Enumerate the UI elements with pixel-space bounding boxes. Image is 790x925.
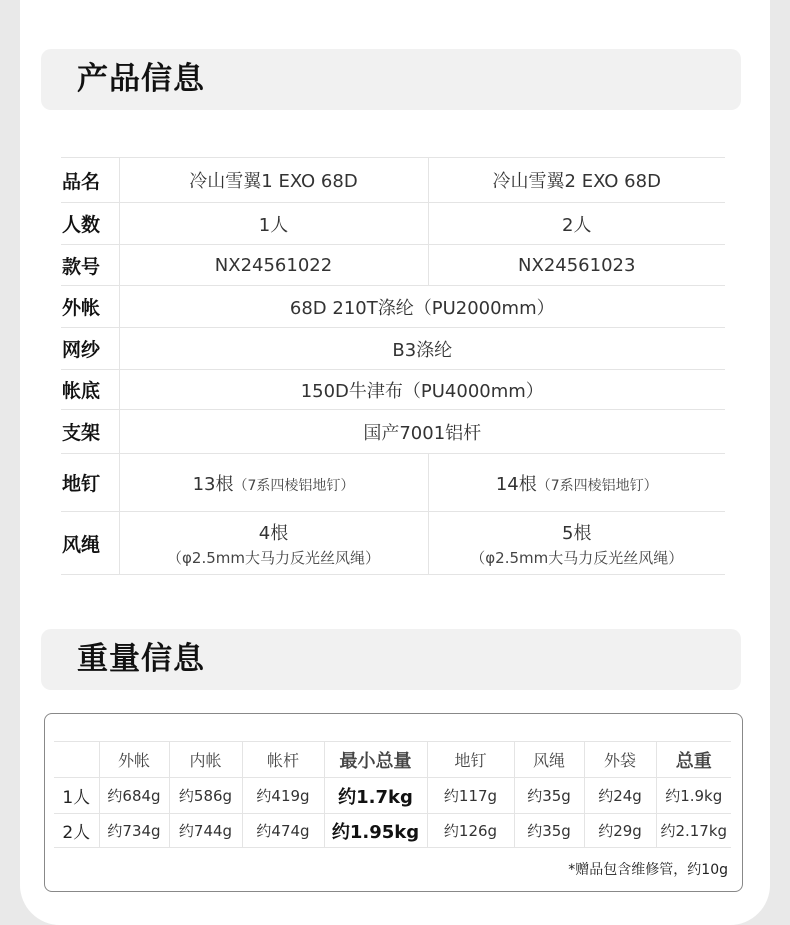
weight-cell: 约419g <box>242 778 324 814</box>
spec-row-guylines <box>61 512 725 575</box>
weight-cell: 约1.7kg <box>324 778 427 814</box>
spec-value: 68D 210T涤纶（PU2000mm） <box>119 286 725 328</box>
spec-label: 帐底 <box>61 370 119 410</box>
spec-value: 冷山雪翼1 EXO 68D <box>119 158 428 203</box>
weight-row <box>54 814 731 848</box>
weight-cell: 约35g <box>514 814 584 848</box>
weight-header-cell: 地钉 <box>427 742 514 778</box>
guyline-note: （φ2.5mm大马力反光丝风绳） <box>167 548 380 567</box>
weight-cell: 约586g <box>169 778 242 814</box>
spec-value: NX24561023 <box>428 245 725 286</box>
weight-box <box>44 713 743 892</box>
spec-row-fly <box>61 286 725 328</box>
spec-row-stakes <box>61 454 725 512</box>
guyline-note: （φ2.5mm大马力反光丝风绳） <box>470 548 684 567</box>
spec-value: 150D牛津布（PU4000mm） <box>119 370 725 410</box>
weight-cell: 约2.17kg <box>656 814 731 848</box>
spec-label: 款号 <box>61 245 119 286</box>
stake-note: （7系四棱铝地钉） <box>536 477 658 494</box>
weight-cell: 约734g <box>99 814 169 848</box>
weight-cell: 约126g <box>427 814 514 848</box>
spec-label: 地钉 <box>61 454 119 512</box>
weight-header-cell: 风绳 <box>514 742 584 778</box>
weight-cell: 约684g <box>99 778 169 814</box>
spec-label: 网纱 <box>61 328 119 370</box>
spec-value: 2人 <box>428 203 725 245</box>
weight-cell: 约117g <box>427 778 514 814</box>
weight-header-row <box>54 742 731 778</box>
weight-row-label: 1人 <box>54 778 99 814</box>
weight-header-cell: 帐杆 <box>242 742 324 778</box>
spec-label: 外帐 <box>61 286 119 328</box>
spec-label: 支架 <box>61 410 119 454</box>
weight-header-cell <box>54 742 99 778</box>
guyline-count: 5根 <box>562 522 592 544</box>
weight-header-cell: 外袋 <box>584 742 656 778</box>
product-info-header <box>41 49 741 110</box>
spec-value: 1人 <box>119 203 428 245</box>
spec-row-model <box>61 245 725 286</box>
weight-cell: 约24g <box>584 778 656 814</box>
weight-cell: 约29g <box>584 814 656 848</box>
spec-value: B3涤纶 <box>119 328 725 370</box>
weight-row <box>54 778 731 814</box>
weight-cell: 约35g <box>514 778 584 814</box>
spec-row-name <box>61 158 725 203</box>
spec-value <box>119 512 428 575</box>
spec-label: 人数 <box>61 203 119 245</box>
spec-row-frame <box>61 410 725 454</box>
weight-header-cell: 总重 <box>656 742 731 778</box>
spec-label: 风绳 <box>61 512 119 575</box>
product-info-title: 产品信息 <box>77 61 205 97</box>
stake-count: 13根 <box>192 473 234 495</box>
weight-cell: 约1.95kg <box>324 814 427 848</box>
weight-header-cell: 最小总量 <box>324 742 427 778</box>
weight-info-title: 重量信息 <box>77 641 205 677</box>
weight-header-cell: 外帐 <box>99 742 169 778</box>
weight-row-label: 2人 <box>54 814 99 848</box>
guyline-count: 4根 <box>258 522 289 544</box>
spec-value: 国产7001铝杆 <box>119 410 725 454</box>
gift-note: *赠品包含维修管，约10g <box>568 862 728 878</box>
stake-count: 14根 <box>495 473 537 495</box>
spec-row-persons <box>61 203 725 245</box>
stake-note: （7系四棱铝地钉） <box>233 477 355 494</box>
weight-header-cell: 内帐 <box>169 742 242 778</box>
spec-value <box>428 454 725 512</box>
spec-label: 品名 <box>61 158 119 203</box>
spec-row-mesh <box>61 328 725 370</box>
weight-cell: 约474g <box>242 814 324 848</box>
weight-table <box>54 741 731 848</box>
weight-info-header <box>41 629 741 690</box>
spec-value <box>428 512 725 575</box>
spec-value <box>119 454 428 512</box>
weight-cell: 约1.9kg <box>656 778 731 814</box>
product-spec-table <box>61 157 725 575</box>
spec-row-floor <box>61 370 725 410</box>
spec-value: NX24561022 <box>119 245 428 286</box>
weight-cell: 约744g <box>169 814 242 848</box>
spec-value: 冷山雪翼2 EXO 68D <box>428 158 725 203</box>
